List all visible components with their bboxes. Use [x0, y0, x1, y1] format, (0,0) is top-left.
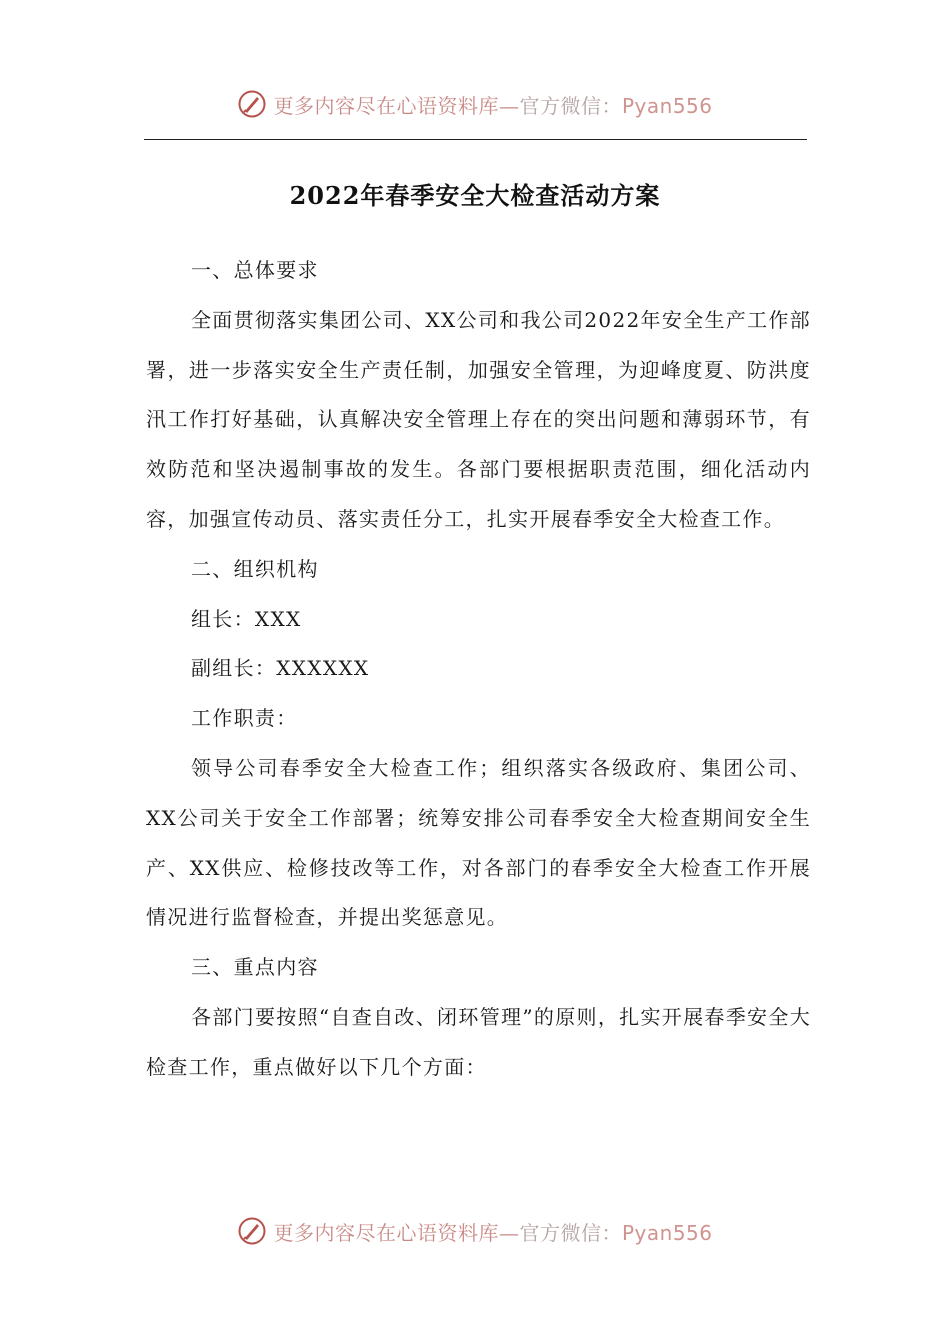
document-title: 2022年春季安全大检查活动方案	[289, 181, 661, 210]
document-body	[146, 246, 811, 1093]
watermark-wechat-label: 官方微信：	[519, 1220, 622, 1245]
watermark-slogan: 更多内容尽在心语资料库	[273, 93, 499, 118]
paragraph-duties-label: 工作职责：	[191, 706, 298, 731]
watermark-wechat-id: Pyan556	[621, 1220, 713, 1245]
quill-pen-logo-icon	[237, 1216, 267, 1246]
paragraph-key-content: 各部门要按照“自查自改、闭环管理”的原则，扎实开展春季安全大检查工作，重点做好以下几个方面：	[146, 1004, 811, 1079]
watermark-separator: —	[498, 93, 520, 118]
paragraph-duties: 领导公司春季安全大检查工作；组织落实各级政府、集团公司、XX公司关于安全工作部署；统筹安排公司春季安全大检查期间安全生产、XX供应、检修技改等工作，对各部门的春季安全大检查工作开展情况进行监督检查，并提出奖惩意见。	[146, 755, 811, 930]
header-divider	[144, 139, 807, 140]
watermark-separator: —	[498, 1220, 520, 1245]
header-watermark	[0, 84, 950, 124]
watermark-wechat-id: Pyan556	[621, 93, 713, 118]
watermark-text-group	[273, 1217, 712, 1246]
section-heading-key-content: 三、重点内容	[191, 955, 319, 980]
paragraph-general-requirements: 全面贯彻落实集团公司、XX公司和我公司2022年安全生产工作部署，进一步落实安全生产责任制，加强安全管理，为迎峰度夏、防洪度汛工作打好基础，认真解决安全管理上存在的突出问题和薄弱环节，有效防范和坚决遏制事故的发生。各部门要根据职责范围，细化活动内容，加强宣传动员、落实责任分工，扎实开展春季安全大检查工作。	[146, 307, 811, 531]
paragraph-team-leader: 组长：XXX	[191, 606, 302, 631]
section-heading-general-requirements: 一、总体要求	[191, 258, 319, 282]
section-heading-organization: 二、组织机构	[191, 556, 319, 581]
footer-watermark	[0, 1211, 950, 1251]
quill-pen-logo-icon	[237, 89, 267, 119]
paragraph-deputy-leader: 副组长：XXXXXX	[191, 656, 370, 681]
watermark-wechat-label: 官方微信：	[519, 93, 622, 118]
watermark-text-group	[273, 90, 712, 119]
watermark-slogan: 更多内容尽在心语资料库	[273, 1220, 499, 1245]
